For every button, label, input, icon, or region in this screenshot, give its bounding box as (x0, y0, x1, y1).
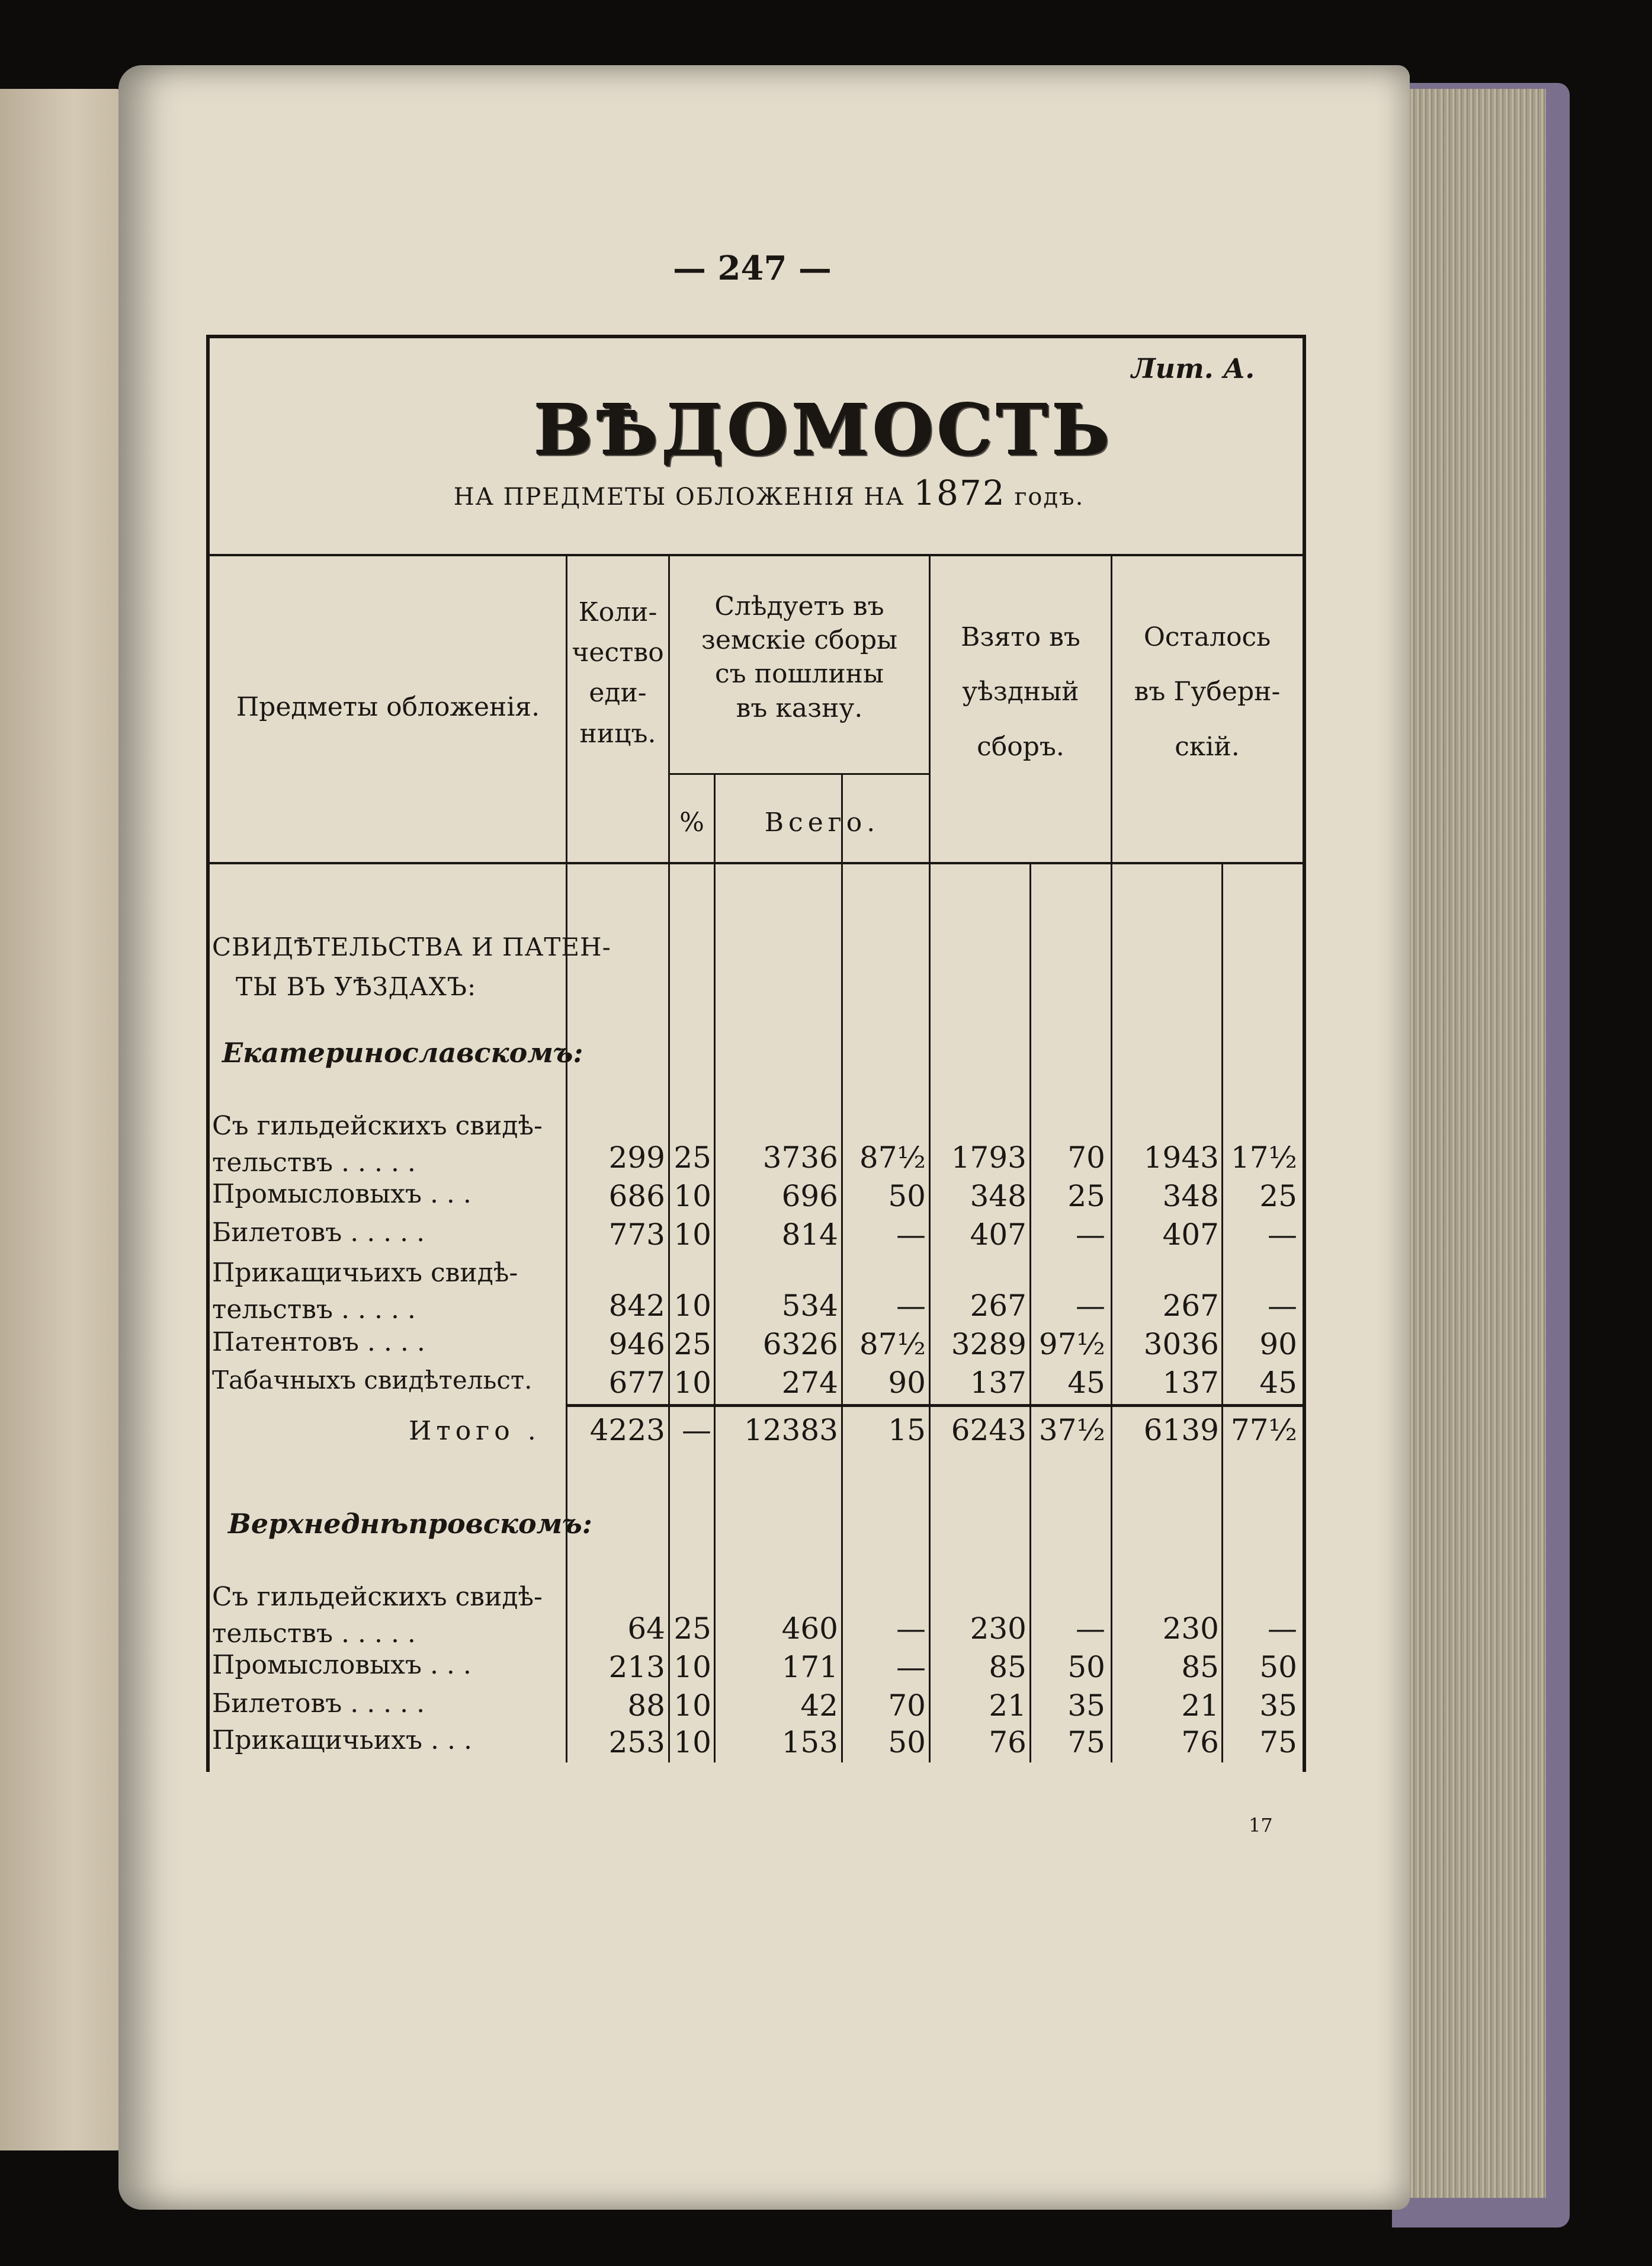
header-quantity-line: чество (572, 637, 664, 668)
header-remaining-line: въ Губерн- (1134, 677, 1281, 707)
cell-pct: 25 (673, 1611, 711, 1646)
cell-total: 6326 (762, 1327, 838, 1361)
header-quantity-line: ницъ. (579, 718, 656, 749)
header-remaining-line: Осталось (1143, 622, 1271, 652)
signature-mark: 17 (1249, 1814, 1273, 1836)
district-name: Екатеринославскомъ: (222, 1037, 583, 1069)
facing-page (0, 89, 133, 2150)
header-taken-line: Взято въ (961, 622, 1080, 652)
cell-rem: 85 (1181, 1650, 1219, 1684)
row-label (212, 1108, 543, 1181)
cell-taken: 76 (989, 1725, 1027, 1759)
cell-total: 534 (781, 1289, 838, 1323)
cell-taken: 3289 (951, 1327, 1027, 1361)
header-due-line: съ пошлины (715, 659, 884, 690)
header-due (670, 589, 929, 725)
cell-qty: 842 (608, 1289, 665, 1323)
row-label-line: Съ гильдейскихъ свидѣ- (212, 1111, 543, 1141)
cell-pct: 10 (673, 1217, 711, 1252)
row-label: Прикащичьихъ . . . (212, 1725, 472, 1755)
cell-qty: 88 (627, 1688, 665, 1723)
subtitle-text: НА ПРЕДМЕТЫ ОБЛОЖЕНІЯ НА (453, 483, 905, 511)
cell-taken: 21 (989, 1688, 1027, 1723)
cell-total: 460 (781, 1611, 838, 1646)
cell-rem: 1943 (1143, 1140, 1219, 1175)
header-remaining-line: скій. (1175, 731, 1240, 762)
cell-taken: 137 (970, 1366, 1027, 1400)
cell-rem-frac: 45 (1259, 1366, 1297, 1400)
cell-total-frac: — (896, 1217, 926, 1252)
header-taken (931, 610, 1111, 774)
document-subtitle (443, 473, 1095, 513)
section-title-line: СВИДѢТЕЛЬСТВА И ПАТЕН- (212, 932, 611, 961)
cell-rem: 230 (1162, 1611, 1219, 1646)
cell-rem-frac: — (1268, 1217, 1297, 1252)
cell-pct: 10 (673, 1366, 711, 1400)
cell-rem-frac: 75 (1259, 1725, 1297, 1759)
cell-total: 171 (781, 1650, 838, 1684)
cell-rem-frac: 77½ (1230, 1413, 1297, 1447)
cell-taken: 267 (970, 1289, 1027, 1323)
cell-total: 814 (781, 1217, 838, 1252)
cell-taken-frac: 35 (1067, 1688, 1105, 1723)
section-title-line: ТЫ ВЪ УѢЗДАХЪ: (236, 972, 477, 1002)
cell-qty: 64 (627, 1611, 665, 1646)
cell-rem-frac: 35 (1259, 1688, 1297, 1723)
cell-taken: 348 (970, 1179, 1027, 1213)
cell-taken: 85 (989, 1650, 1027, 1684)
cell-pct: 25 (673, 1140, 711, 1175)
cell-rem-frac: 17½ (1230, 1140, 1297, 1175)
header-due-line: земскіе сборы (701, 625, 898, 656)
cell-rem-frac: 90 (1259, 1327, 1297, 1361)
header-bottom-rule (210, 862, 1303, 864)
document-title: ВѢДОМОСТЬ (533, 388, 1112, 470)
cell-rem: 267 (1162, 1289, 1219, 1323)
cell-rem-frac: 25 (1259, 1179, 1297, 1213)
cell-total-frac: 50 (888, 1179, 926, 1213)
cell-total-frac: 50 (888, 1725, 926, 1759)
header-quantity-line: Коли- (578, 597, 657, 627)
cell-pct: 10 (673, 1179, 711, 1213)
cell-taken-frac: 50 (1067, 1650, 1105, 1684)
cell-taken-frac: 75 (1067, 1725, 1105, 1759)
row-label: Промысловыхъ . . . (212, 1179, 471, 1209)
cell-total: 274 (781, 1366, 838, 1400)
cell-qty: 686 (608, 1179, 665, 1213)
row-label-line: тельствъ . . . . . (212, 1618, 416, 1649)
cell-rem: 6139 (1143, 1413, 1219, 1447)
row-label (212, 1579, 543, 1652)
cell-taken-frac: 45 (1067, 1366, 1105, 1400)
cell-taken: 230 (970, 1611, 1027, 1646)
cell-qty: 253 (608, 1725, 665, 1759)
cell-qty: 677 (608, 1366, 665, 1400)
cell-pct: 10 (673, 1688, 711, 1723)
cell-pct: — (682, 1413, 711, 1447)
cell-qty: 299 (608, 1140, 665, 1175)
cell-taken-frac: — (1076, 1217, 1105, 1252)
row-label-line: тельствъ . . . . . (212, 1294, 416, 1325)
cell-rem: 3036 (1143, 1327, 1219, 1361)
cell-total-frac: — (896, 1289, 926, 1323)
row-label (212, 1255, 518, 1328)
header-total: Всего. (764, 807, 880, 838)
header-due-line: Слѣдуетъ въ (714, 591, 884, 621)
cell-total-frac: 90 (888, 1366, 926, 1400)
cell-rem: 76 (1181, 1725, 1219, 1759)
cell-rem: 407 (1162, 1217, 1219, 1252)
cell-qty: 4223 (589, 1413, 665, 1447)
cell-taken-frac: — (1076, 1289, 1105, 1323)
cell-pct: 10 (673, 1289, 711, 1323)
lit-label: Лит. А. (1131, 352, 1255, 384)
cell-total: 3736 (762, 1140, 838, 1175)
header-quantity (567, 592, 668, 754)
cell-rem-frac: — (1268, 1611, 1297, 1646)
page-block-edges (1386, 89, 1546, 2198)
cell-rem-frac: — (1268, 1289, 1297, 1323)
cell-taken: 407 (970, 1217, 1027, 1252)
cell-rem: 137 (1162, 1366, 1219, 1400)
cell-total-frac: 87½ (859, 1327, 926, 1361)
cell-qty: 213 (608, 1650, 665, 1684)
district-name: Верхнеднѣпровскомъ: (228, 1508, 592, 1540)
cell-taken: 6243 (951, 1413, 1027, 1447)
cell-total-frac: — (896, 1650, 926, 1684)
header-taken-line: сборъ. (977, 731, 1064, 762)
row-label: Патентовъ . . . . (212, 1327, 425, 1357)
header-quantity-line: еди- (589, 678, 647, 709)
cell-total: 42 (800, 1688, 838, 1723)
row-label: Билетовъ . . . . . (212, 1688, 425, 1719)
cell-qty: 946 (608, 1327, 665, 1361)
row-label: Табачныхъ свидѣтельст. (212, 1366, 533, 1395)
cell-taken-frac: 25 (1067, 1179, 1105, 1213)
total-label: Итого . (409, 1416, 541, 1446)
cell-taken: 1793 (951, 1140, 1027, 1175)
cell-rem: 21 (1181, 1688, 1219, 1723)
cell-total: 153 (781, 1725, 838, 1759)
cell-total-frac: — (896, 1611, 926, 1646)
cell-total: 12383 (743, 1413, 838, 1447)
row-label: Промысловыхъ . . . (212, 1650, 471, 1680)
total-rule (566, 1404, 1303, 1407)
cell-total-frac: 70 (888, 1688, 926, 1723)
cell-taken-frac: — (1076, 1611, 1105, 1646)
cell-total-frac: 15 (888, 1413, 926, 1447)
cell-rem-frac: 50 (1259, 1650, 1297, 1684)
page-number: — 247 — (673, 249, 832, 288)
header-due-line: въ казну. (736, 693, 863, 723)
header-items: Предметы обложенія. (236, 692, 540, 722)
subtitle-tail: годъ. (1014, 483, 1085, 511)
cell-total-frac: 87½ (859, 1140, 926, 1175)
row-label-line: Прикащичьихъ свидѣ- (212, 1258, 518, 1288)
cell-taken-frac: 97½ (1038, 1327, 1105, 1361)
header-top-rule (210, 554, 1303, 556)
header-remaining (1112, 610, 1302, 774)
cell-rem: 348 (1162, 1179, 1219, 1213)
row-label-line: Съ гильдейскихъ свидѣ- (212, 1582, 543, 1612)
header-taken-line: уѣздный (962, 677, 1079, 707)
cell-taken-frac: 70 (1067, 1140, 1105, 1175)
cell-pct: 10 (673, 1650, 711, 1684)
cell-total: 696 (781, 1179, 838, 1213)
header-percent: % (679, 807, 704, 838)
subtitle-year: 1872 (913, 473, 1006, 513)
section-title (212, 927, 611, 1007)
cell-qty: 773 (608, 1217, 665, 1252)
cell-pct: 10 (673, 1725, 711, 1759)
cell-taken-frac: 37½ (1038, 1413, 1105, 1447)
due-subheader-rule (668, 773, 929, 775)
row-label-line: тельствъ . . . . . (212, 1147, 416, 1178)
row-label: Билетовъ . . . . . (212, 1217, 425, 1248)
cell-pct: 25 (673, 1327, 711, 1361)
